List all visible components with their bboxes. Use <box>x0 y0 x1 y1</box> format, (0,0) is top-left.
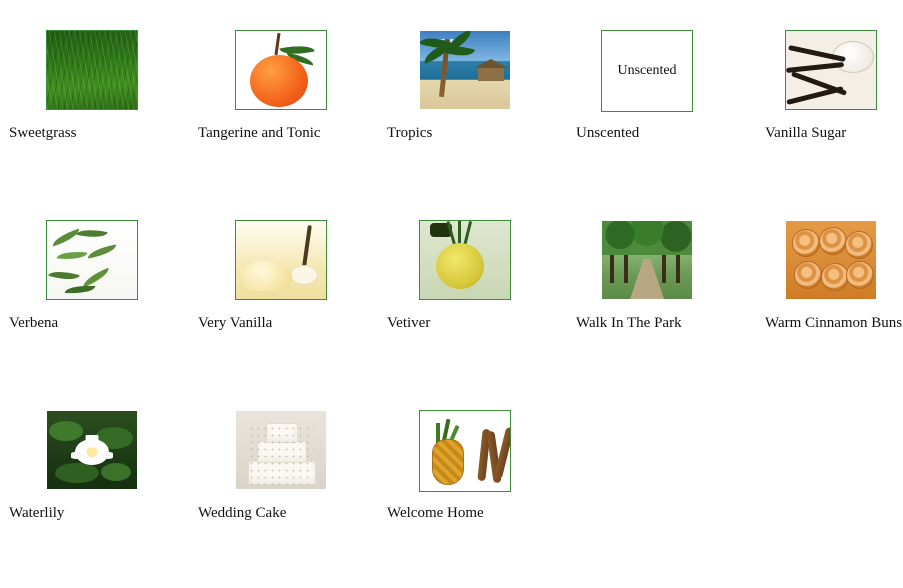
gallery-empty-cell <box>756 398 903 588</box>
item-label: Sweetgrass <box>9 125 77 141</box>
gallery-item-warm-cinnamon-buns[interactable] <box>756 208 903 398</box>
thumbnail-wrapper[interactable] <box>198 398 378 503</box>
gallery-item-vetiver[interactable] <box>378 208 567 398</box>
grass-icon[interactable] <box>46 30 138 110</box>
gallery-item-wedding-cake[interactable] <box>189 398 378 588</box>
item-label: Tangerine and Tonic <box>198 125 321 141</box>
item-label: Wedding Cake <box>198 505 287 521</box>
item-label: Verbena <box>9 315 59 331</box>
item-label: Walk In The Park <box>576 315 682 331</box>
gallery-empty-cell <box>567 398 756 588</box>
item-label: Vanilla Sugar <box>765 125 847 141</box>
gallery-item-vanilla-sugar[interactable] <box>756 18 903 208</box>
unscented-inner-label: Unscented <box>617 63 677 78</box>
thumbnail-wrapper[interactable] <box>576 18 756 123</box>
vanilla-beans-icon[interactable] <box>785 30 877 110</box>
thumbnail-wrapper[interactable] <box>765 18 903 123</box>
gallery-item-unscented[interactable] <box>567 18 756 208</box>
thumbnail-wrapper[interactable] <box>387 398 567 503</box>
gallery-item-walk-in-the-park[interactable] <box>567 208 756 398</box>
gallery-item-welcome-home[interactable] <box>378 398 567 588</box>
item-label: Tropics <box>387 125 433 141</box>
tropical-beach-icon[interactable] <box>419 30 511 110</box>
gallery-item-very-vanilla[interactable] <box>189 208 378 398</box>
thumbnail-wrapper[interactable] <box>387 208 567 313</box>
item-label: Very Vanilla <box>198 315 273 331</box>
thumbnail-wrapper[interactable] <box>198 208 378 313</box>
thumbnail-wrapper[interactable] <box>9 18 189 123</box>
gallery-item-waterlily[interactable] <box>0 398 189 588</box>
item-label: Vetiver <box>387 315 431 331</box>
cinnamon-buns-icon[interactable] <box>785 220 877 300</box>
tangerine-icon[interactable] <box>235 30 327 110</box>
park-path-icon[interactable] <box>601 220 693 300</box>
thumbnail-wrapper[interactable] <box>9 398 189 503</box>
thumbnail-wrapper[interactable] <box>198 18 378 123</box>
gallery-item-sweetgrass[interactable] <box>0 18 189 208</box>
gallery-item-tangerine-and-tonic[interactable] <box>189 18 378 208</box>
unscented-placeholder-icon[interactable] <box>601 30 693 112</box>
item-label: Warm Cinnamon Buns <box>765 315 903 331</box>
gallery-item-verbena[interactable] <box>0 208 189 398</box>
item-label: Welcome Home <box>387 505 484 521</box>
thumbnail-wrapper[interactable] <box>576 208 756 313</box>
wedding-cake-icon[interactable] <box>235 410 327 490</box>
verbena-leaves-icon[interactable] <box>46 220 138 300</box>
waterlily-icon[interactable] <box>46 410 138 490</box>
vanilla-cream-icon[interactable] <box>235 220 327 300</box>
item-label: Unscented <box>576 125 640 141</box>
pineapple-cinnamon-icon[interactable] <box>419 410 511 492</box>
thumbnail-wrapper[interactable] <box>387 18 567 123</box>
thumbnail-wrapper[interactable] <box>765 208 903 313</box>
item-label: Waterlily <box>9 505 65 521</box>
thumbnail-wrapper[interactable] <box>9 208 189 313</box>
gallery-item-tropics[interactable] <box>378 18 567 208</box>
vetiver-root-icon[interactable] <box>419 220 511 300</box>
